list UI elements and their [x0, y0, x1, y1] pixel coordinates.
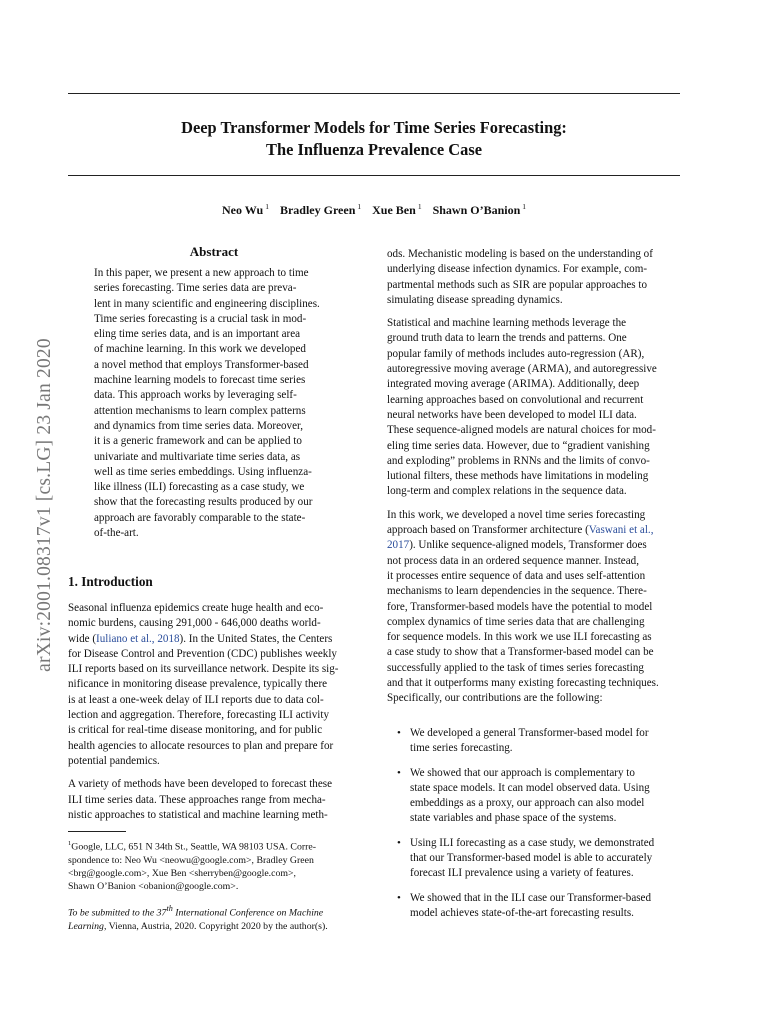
text-line: machine learning models to forecast time series: [94, 374, 306, 387]
text-line: popular family of methods includes auto-regression (AR),: [387, 347, 645, 360]
bullet-icon: •: [397, 766, 401, 779]
footnote-affiliation: $^1$Google, LLC, 651 N 34th St., Seattle, WA 98103 USA. Corre- spondence to: Neo Wu <neowu@google.com>, Bradley Green <brg@google.com>, Xue Ben <sherryben@google.com>, Shawn O’Banion <obanion@google.com>.: [68, 840, 316, 893]
text-line: health agencies to allocate resources to plan and prepare for: [68, 739, 334, 752]
abstract-heading: Abstract: [189, 244, 239, 259]
text-line: univariate and multivariate time series data, as: [94, 450, 301, 463]
text-line: approach based on Transformer architecture (Vaswani et al.,: [387, 524, 654, 537]
author: Bradley Green $^1$: [279, 202, 362, 217]
citation-link[interactable]: Iuliano et al., 2018: [96, 632, 180, 645]
title-line-2: The Influenza Prevalence Case: [266, 140, 482, 159]
text-line: for Disease Control and Prevention (CDC) publishes weekly: [68, 647, 337, 660]
text-line: Time series forecasting is a crucial task in mod-: [94, 312, 307, 325]
footnote-rule: [68, 831, 126, 832]
text-line: lutional filters, these methods have limitations in modeling: [387, 470, 649, 483]
text-line: underlying disease infection dynamics. For example, com-: [387, 263, 648, 276]
text-line: and that it outperforms many existing forecasting techniques.: [387, 677, 659, 690]
text-line: wide (Iuliano et al., 2018). In the United States, the Centers: [68, 632, 333, 645]
text-line: series forecasting. Time series data are preva-: [94, 282, 297, 295]
bullet-icon: •: [397, 727, 401, 739]
text-line: eling time series data. However, due to “gradient vanishing: [387, 439, 650, 452]
bullet-icon: •: [397, 891, 401, 904]
text-line: like illness (ILI) forecasting as a case study, we: [94, 481, 305, 494]
text-line: ods. Mechanistic modeling is based on the understanding of: [387, 248, 653, 260]
author: Xue Ben $^1$: [372, 202, 422, 217]
text-line: mechanisms to learn dependencies in the sequence. There-: [387, 585, 647, 598]
intro-body: [68, 601, 360, 823]
text-line: and dynamics from time series data. Moreover,: [94, 419, 304, 432]
text-line: In this paper, we present a new approach to time: [94, 267, 309, 279]
text-line: approach are favorably comparable to the state-: [94, 511, 306, 524]
contribution-list: [397, 726, 680, 930]
section-heading-introduction: 1. Introduction: [68, 574, 153, 589]
citation-link[interactable]: Vaswani et al.,: [588, 524, 654, 537]
text-line: nomic burdens, causing 291,000 - 646,000 deaths world-: [68, 617, 321, 630]
text-line: fore, Transformer-based models have the potential to model: [387, 600, 653, 613]
text-line: show that the forecasting results produced by our: [94, 496, 313, 509]
paper-title: [68, 117, 680, 161]
text-line: of-the-art.: [94, 527, 139, 540]
text-line: of machine learning. In this work we developed: [94, 343, 306, 356]
text-line: nistic approaches to statistical and machine learning meth-: [68, 808, 328, 821]
text-line: not process data in an ordered sequence manner. Instead,: [387, 554, 639, 567]
arxiv-id: arXiv:2001.08317v1 [cs.LG] 23 Jan 2020: [34, 338, 55, 672]
title-rule-top: [68, 93, 680, 94]
text-line: lent in many scientific and engineering disciplines.: [94, 297, 320, 310]
text-line: A variety of methods have been developed to forecast these: [68, 778, 332, 791]
text-line: Seasonal influenza epidemics create huge health and eco-: [68, 602, 324, 614]
list-item: • We developed a general Transformer-based model for time series forecasting.: [397, 727, 649, 755]
text-line: partmental methods such as SIR are popular approaches to: [387, 278, 648, 291]
text-line: complex dynamics of time series data that are challenging: [387, 615, 645, 628]
text-line: Statistical and machine learning methods leverage the: [387, 317, 627, 330]
author: Neo Wu $^1$: [221, 202, 269, 217]
text-line: a novel method that employs Transformer-based: [94, 358, 309, 371]
citation-link[interactable]: 2017: [387, 539, 410, 552]
text-line: and exploding” problems in RNNs and the limits of convo-: [387, 454, 650, 467]
text-line: well as time series embeddings. Using influenza-: [94, 465, 312, 478]
author: Shawn O’Banion $^1$: [432, 202, 527, 217]
text-line: neural networks have been developed to model ILI data.: [387, 408, 637, 421]
text-line: ILI time series data. These approaches range from mecha-: [68, 793, 326, 806]
text-line: nificance in monitoring disease prevalence, typically there: [68, 678, 328, 691]
text-line: autoregressive moving average (ARMA), and autoregressive: [387, 363, 657, 376]
title-rule-bottom: [68, 175, 680, 176]
text-line: attention mechanisms to learn complex patterns: [94, 404, 306, 417]
text-line: it processes entire sequence of data and uses self-attention: [387, 569, 646, 582]
text-line: integrated moving average (ARIMA). Additionally, deep: [387, 378, 640, 391]
text-line: is at least a one-week delay of ILI reports due to data col-: [68, 693, 324, 706]
author-list: [68, 202, 680, 218]
text-line: ILI reports based on its surveillance network. Despite its sig-: [68, 663, 339, 676]
right-column-body: [387, 247, 680, 707]
text-line: 2017). Unlike sequence-aligned models, Transformer does: [387, 539, 647, 552]
title-line-1: Deep Transformer Models for Time Series Forecasting:: [181, 118, 567, 137]
text-line: simulating disease spreading dynamics.: [387, 293, 563, 306]
list-item: • Using ILI forecasting as a case study, we demonstrated that our Transformer-based model is able to accurately forecast ILI prevalence using a variety of features.: [397, 836, 655, 880]
text-line: data. This approach works by leveraging self-: [94, 389, 297, 402]
text-line: potential pandemics.: [68, 754, 160, 767]
text-line: These sequence-aligned models are natural choices for mod-: [387, 424, 656, 437]
list-item: • We showed that our approach is complementary to state space models. It can model observed data. Using embeddings as a proxy, our approach can also model state variables and phase space of the systems.: [397, 766, 650, 825]
text-line: long-term and complex relations in the sequence data.: [387, 485, 627, 498]
text-line: learning approaches based on convolutional and recurrent: [387, 393, 644, 406]
text-line: it is a generic framework and can be applied to: [94, 435, 302, 448]
text-line: a case study to show that a Transformer-based model can be: [387, 646, 654, 659]
list-item: • We showed that in the ILI case our Transformer-based model achieves state-of-the-art forecasting results.: [397, 891, 652, 919]
text-line: lection and aggregation. Therefore, forecasting ILI activity: [68, 709, 330, 722]
text-line: Specifically, our contributions are the following:: [387, 692, 603, 705]
submission-note: To be submitted to the 37th International Conference on Machine Learning, Vienna, Austria, 2020. Copyright 2020 by the author(s).: [68, 904, 328, 932]
text-line: is critical for real-time disease monitoring, and for public: [68, 724, 323, 737]
text-line: successfully applied to the task of times series forecasting: [387, 661, 644, 674]
bullet-icon: •: [397, 836, 401, 849]
text-line: for sequence models. In this work we use ILI forecasting as: [387, 631, 652, 644]
text-line: eling time series data, and is an important area: [94, 328, 301, 341]
text-line: ground truth data to learn the trends and patterns. One: [387, 332, 627, 345]
text-line: In this work, we developed a novel time series forecasting: [387, 508, 646, 521]
abstract-body: [94, 266, 339, 541]
